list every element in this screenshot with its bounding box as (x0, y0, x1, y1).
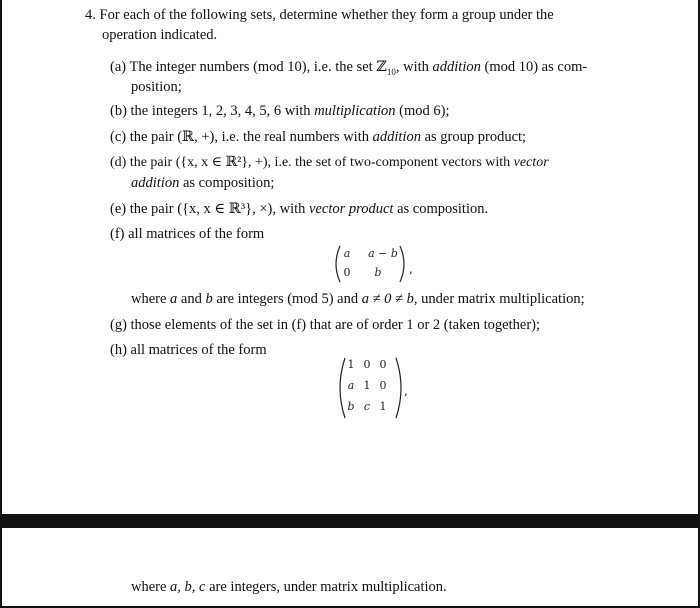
f-where-b: b (205, 291, 213, 307)
item-h (110, 341, 267, 359)
item-c-emph: addition (372, 129, 421, 145)
h-matrix-cell-23: 0 (379, 379, 387, 392)
item-a-mid: , with (395, 59, 433, 75)
f-matrix (332, 244, 412, 284)
item-d-line-2 (131, 174, 274, 192)
h-matrix (336, 356, 416, 420)
problem-intro-line-2 (102, 26, 217, 44)
h-matrix-cell-13: 0 (379, 358, 387, 371)
item-g-text: (g) those elements of the set in (f) that are of order 1 or 2 (taken together); (110, 317, 541, 333)
f-matrix-cell-a: a (343, 247, 351, 260)
h-matrix-cell-12: 0 (363, 358, 371, 371)
h-matrix-cell-32: c (363, 400, 371, 413)
h-matrix-cell-31: b (347, 400, 355, 413)
final-where-end: are integers, under matrix multiplication. (205, 579, 447, 595)
item-f-text: (f) all matrices of the form (110, 226, 265, 242)
h-matrix-cell-33: 1 (379, 400, 387, 413)
f-where-end: , under matrix multiplication; (413, 291, 585, 307)
final-where-vars: a, b, c (170, 579, 206, 595)
item-d-emph: vector (513, 155, 549, 170)
page-divider (0, 514, 700, 528)
h-matrix-cell-22: 1 (363, 379, 371, 392)
item-f (110, 225, 264, 243)
item-c-text: (c) the pair (ℝ, +), i.e. the real numbers with (110, 129, 373, 145)
item-a-line-2 (131, 78, 182, 96)
f-matrix-comma: , (409, 262, 413, 276)
h-matrix-cell-11: 1 (347, 358, 355, 371)
item-c (110, 128, 526, 146)
item-b-end: (mod 6); (395, 103, 450, 119)
item-a-text-2: position; (131, 79, 182, 95)
f-where-pre: where (131, 291, 171, 307)
item-e-text: (e) the pair ({x, x ∈ ℝ³}, ×), with (110, 201, 310, 217)
problem-intro-line-1 (85, 6, 554, 24)
item-d-emph-2: addition (131, 175, 180, 191)
item-b (110, 102, 450, 120)
item-a-emph: addition (432, 59, 481, 75)
item-a-end: (mod 10) as com- (480, 59, 588, 75)
h-matrix-comma: , (404, 384, 408, 398)
f-where-cond: a ≠ 0 ≠ b (361, 291, 414, 307)
f-where-a: a (170, 291, 178, 307)
item-b-text: (b) the integers 1, 2, 3, 4, 5, 6 with (110, 103, 315, 119)
item-e-emph: vector product (309, 201, 394, 217)
f-matrix-cell-b: b (374, 266, 382, 279)
final-where-pre: where (131, 579, 171, 595)
item-d-text: (d) the pair ({x, x ∈ ℝ²}, +), i.e. the set of two-component vectors with (110, 155, 514, 170)
f-where-mid2: are integers (mod 5) and (212, 291, 362, 307)
f-matrix-cell-zero: 0 (343, 266, 351, 279)
item-g (110, 316, 540, 334)
f-where-mid: and (177, 291, 206, 307)
item-e-end: as composition. (393, 201, 489, 217)
item-h-text: (h) all matrices of the form (110, 342, 267, 358)
page-bottom-section (0, 528, 700, 608)
item-d-line-1 (110, 154, 549, 172)
item-e (110, 200, 488, 218)
item-b-emph: multiplication (314, 103, 396, 119)
item-d-end: as composition; (179, 175, 275, 191)
item-c-end: as group product; (420, 129, 527, 145)
intro-text-2: operation indicated. (102, 27, 218, 43)
f-matrix-cell-a-minus-b: a − b (368, 247, 398, 260)
final-where-line (131, 578, 447, 596)
item-a-subscript: 10 (386, 66, 396, 77)
item-a-text: (a) The integer numbers (mod 10), i.e. the set ℤ (110, 59, 387, 75)
item-f-where (131, 290, 585, 308)
h-matrix-cell-21: a (347, 379, 355, 392)
intro-text-1: 4. For each of the following sets, determine whether they form a group under the (85, 7, 554, 23)
